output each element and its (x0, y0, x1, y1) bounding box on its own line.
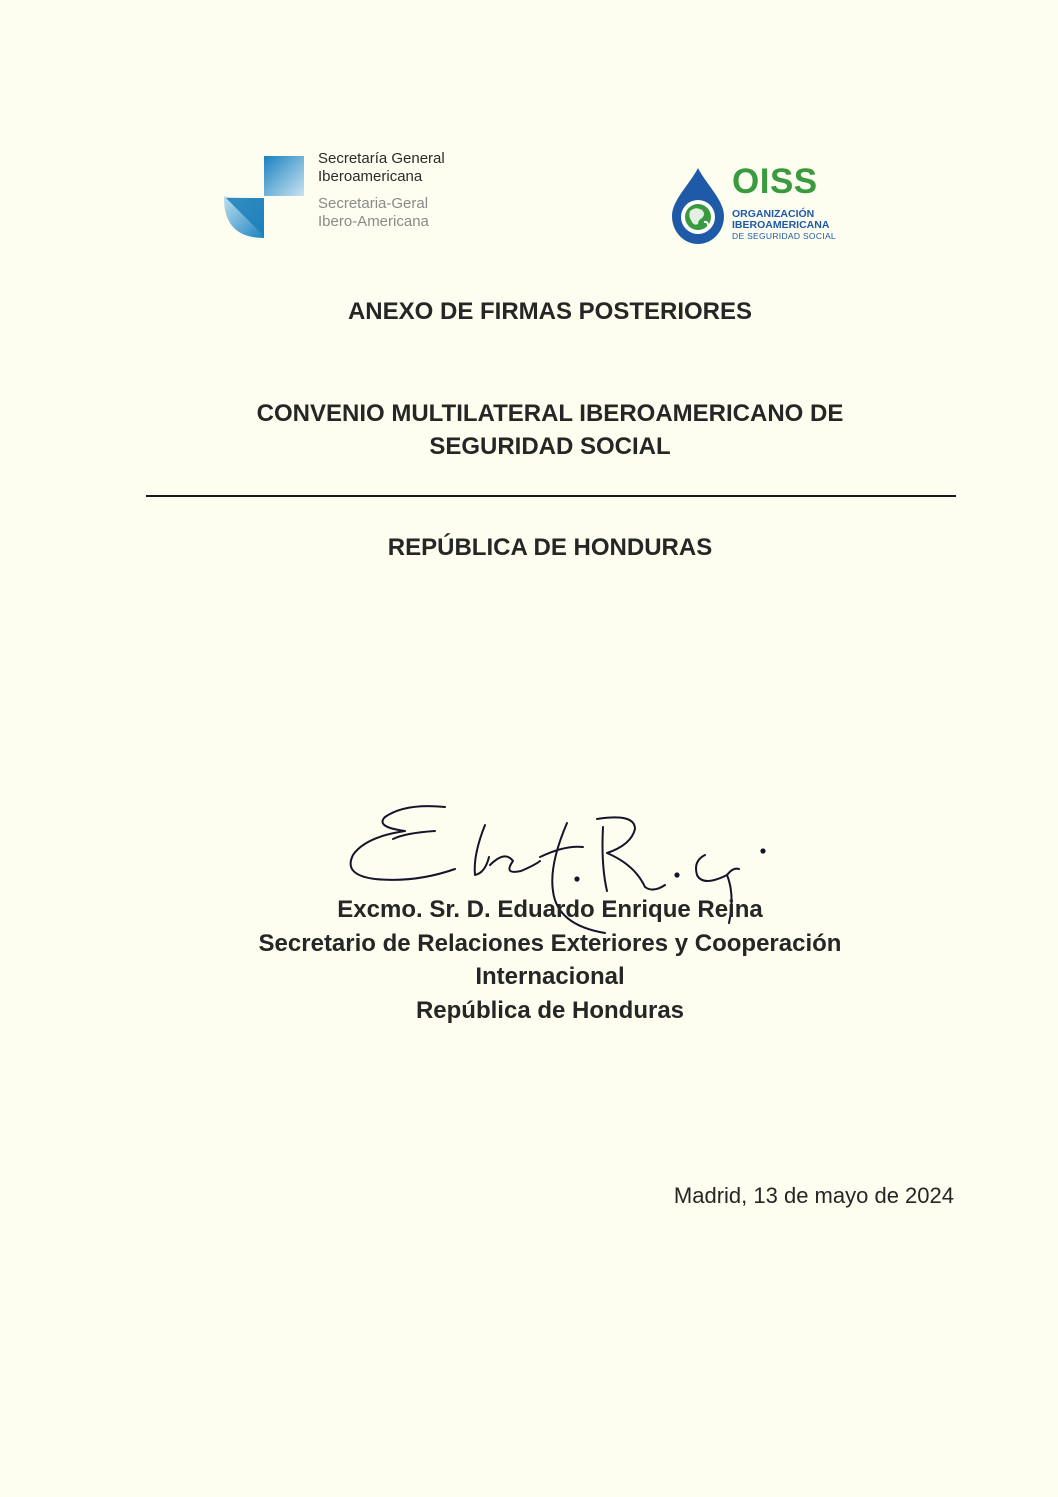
segib-name-es-2: Iberoamericana (318, 168, 423, 185)
oiss-name-3: DE SEGURIDAD SOCIAL (732, 231, 836, 241)
oiss-drop-icon (668, 166, 728, 246)
country-heading: REPÚBLICA DE HONDURAS (387, 534, 713, 561)
signer-country: República de Honduras (415, 996, 685, 1024)
segib-name-es-1: Secretaría General (318, 150, 445, 167)
signer-name: Excmo. Sr. D. Eduardo Enrique Reina (337, 896, 763, 923)
oiss-name-2: IBEROAMERICANA (732, 219, 830, 231)
oiss-name-1: ORGANIZACIÓN (732, 208, 815, 220)
signer-position-line-2: Internacional (475, 963, 625, 990)
segib-logo-icon (222, 154, 306, 238)
oiss-logo (668, 162, 868, 250)
signer-position-line-1: Secretario de Relaciones Exteriores y Cooperación (258, 929, 842, 957)
segib-name-pt-2: Ibero-Americana (318, 213, 429, 230)
document-title (0, 397, 1058, 463)
place-date: Madrid, 13 de mayo de 2024 (673, 1183, 954, 1208)
segib-name-pt-1: Secretaria-Geral (318, 195, 429, 212)
divider (146, 495, 956, 497)
document-title-line-1: CONVENIO MULTILATERAL IBEROAMERICANO DE (256, 400, 844, 427)
oiss-acronym: OISS (732, 162, 818, 201)
document-heading: ANEXO DE FIRMAS POSTERIORES (347, 298, 753, 325)
segib-logo (222, 150, 482, 245)
document-title-line-2: SEGURIDAD SOCIAL (429, 433, 671, 460)
signer-block (0, 893, 1058, 1027)
